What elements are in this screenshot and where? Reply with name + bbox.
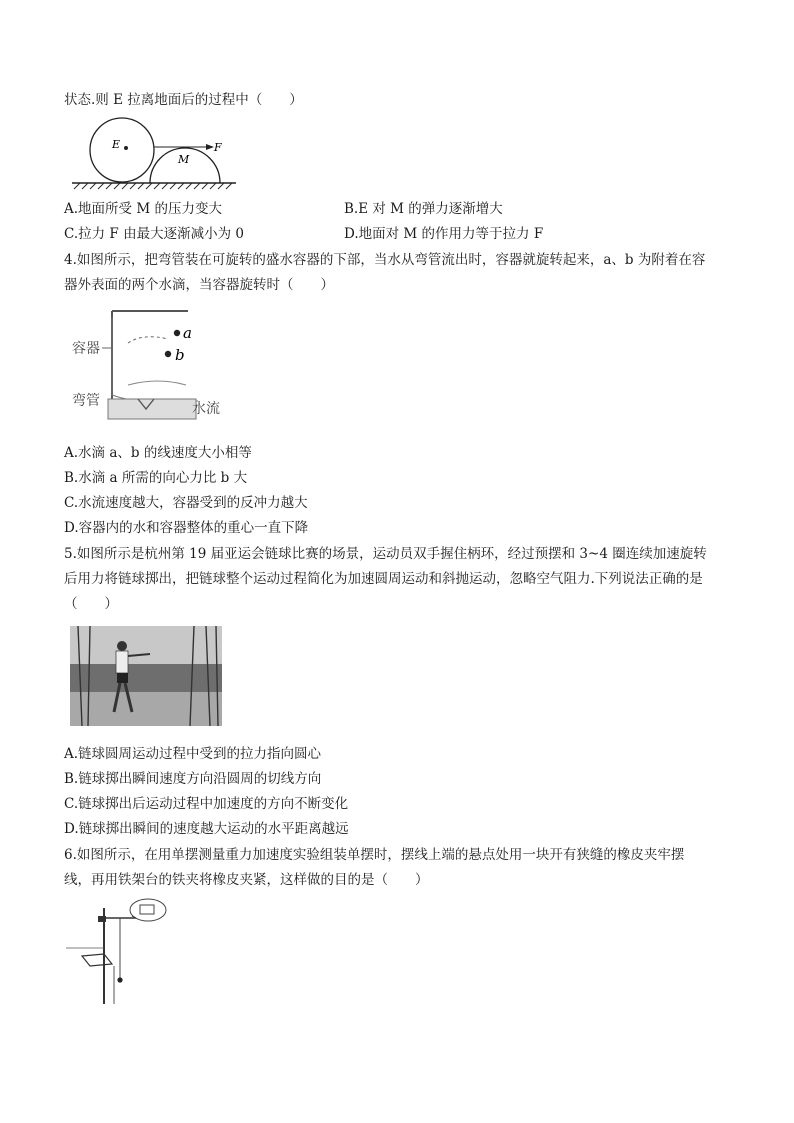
q4-option-d: D.容器内的水和容器整体的重心一直下降 (64, 520, 309, 536)
q3-option-a: A.地面所受 M 的压力变大 (64, 201, 222, 217)
q4-option-b: B.水滴 a 所需的向心力比 b 大 (64, 470, 248, 486)
q5-option-a: A.链球圆周运动过程中受到的拉力指向圆心 (64, 746, 322, 762)
cylinder-e (90, 118, 154, 182)
q4-stem-line1: 4.如图所示，把弯管装在可旋转的盛水容器的下部，当水从弯管流出时，容器就旋转起来，a、b 为附着在容 (64, 252, 706, 268)
q5-stem-line3: （ ） (64, 596, 118, 612)
q6-figure (64, 896, 174, 1008)
q5-stem-line2: 后用力将链球掷出，把链球整个运动过程简化为加速圆周运动和斜抛运动，忽略空气阻力.下列说法正确的是 (64, 571, 703, 587)
q3-figure (70, 115, 240, 190)
q4-option-a: A.水滴 a、b 的线速度大小相等 (64, 445, 252, 461)
rotation-dashed-arc (128, 337, 168, 343)
center-dot-e (124, 146, 128, 150)
q5-stem-line1: 5.如图所示是杭州第 19 届亚运会链球比赛的场景，运动员双手握住柄环，经过预摆和 3~4 圈连续加速旋转 (64, 546, 707, 562)
q4-figure (68, 305, 228, 430)
label-container: 容器 (72, 341, 100, 357)
label-flow: 水流 (192, 401, 220, 417)
droplet-b (165, 351, 171, 357)
q6-stem-line1: 6.如图所示，在用单摆测量重力加速度实验组装单摆时，摆线上端的悬点处用一块开有狭缝的橡皮夹牢摆 (64, 847, 685, 863)
field (70, 692, 222, 726)
sky-area (70, 626, 222, 666)
q3-option-d: D.地面对 M 的作用力等于拉力 F (344, 226, 544, 242)
q5-option-c: C.链球掷出后运动过程中加速度的方向不断变化 (64, 796, 349, 812)
label-b: b (175, 346, 185, 364)
label-pipe: 弯管 (72, 393, 100, 409)
q4-stem-line2: 器外表面的两个水滴，当容器旋转时（ ） (64, 277, 334, 293)
container-bottom (128, 381, 186, 385)
q6-stem-line2: 线，再用铁架台的铁夹将橡皮夹紧，这样做的目的是（ ） (64, 872, 429, 888)
pendulum-bob (117, 977, 122, 982)
q3-stem-tail: 状态.则 E 拉离地面后的过程中（ ） (64, 92, 303, 108)
base-plate (82, 954, 112, 966)
ground-hatching (72, 183, 236, 189)
arrowhead-icon (206, 144, 214, 150)
q5-photo (70, 626, 222, 726)
rubber-piece (140, 905, 154, 914)
label-e: E (112, 138, 121, 151)
q3-option-c: C.拉力 F 由最大逐渐减小为 0 (64, 226, 244, 242)
label-f: F (214, 141, 222, 154)
droplet-a (174, 330, 180, 336)
q5-option-b: B.链球掷出瞬间速度方向沿圆周的切线方向 (64, 771, 322, 787)
q4-option-c: C.水流速度越大，容器受到的反冲力越大 (64, 495, 308, 511)
label-m: M (178, 153, 190, 166)
label-a: a (183, 324, 192, 342)
q5-option-d: D.链球掷出瞬间的速度越大运动的水平距离越远 (64, 821, 349, 837)
stands (70, 664, 222, 692)
clamp-joint (98, 916, 106, 922)
q3-option-b: B.E 对 M 的弹力逐渐增大 (344, 201, 503, 217)
